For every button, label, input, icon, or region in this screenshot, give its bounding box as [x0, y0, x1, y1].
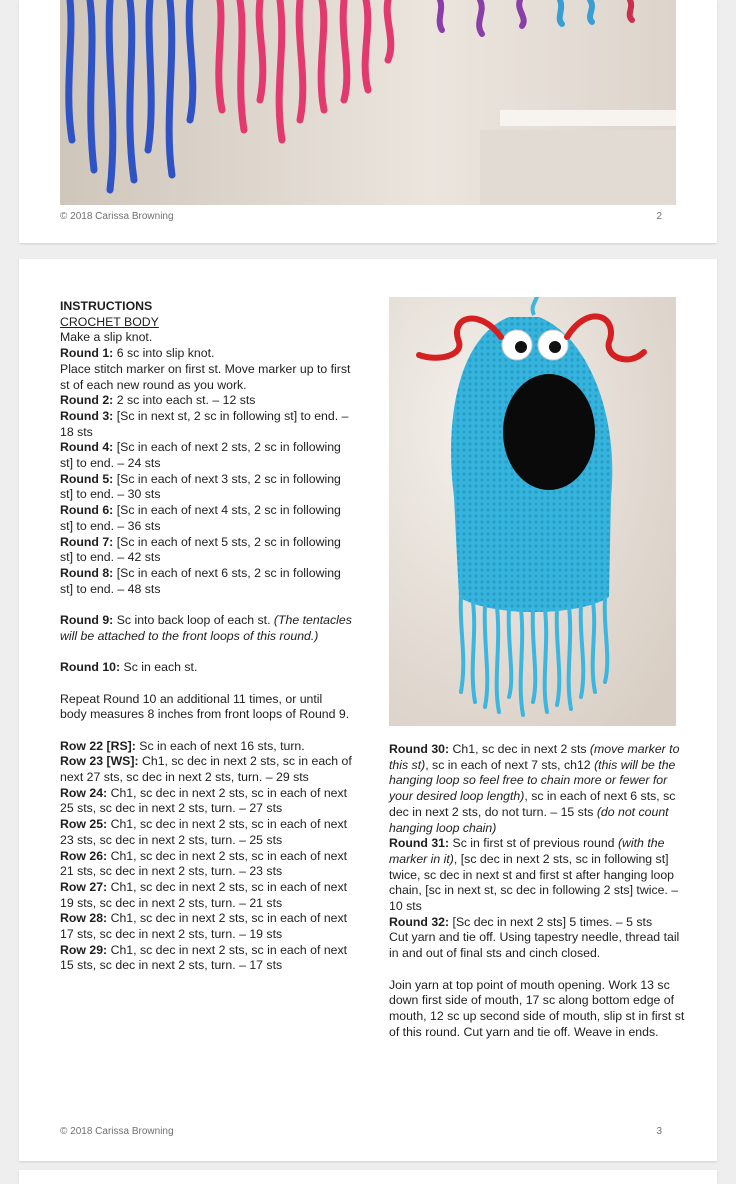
page-number: 2: [656, 211, 662, 222]
instructions-heading: INSTRUCTIONS: [60, 299, 153, 313]
finish-text: Cut yarn and tie off. Using tapestry needle, thread tail in and out of final sts and cinch closed.: [389, 930, 680, 961]
copyright: © 2018 Carissa Browning: [60, 211, 174, 222]
row-24: Row 24: Ch1, sc dec in next 2 sts, sc in each of next 25 sts, sc dec in next 2 sts, turn. – 27 sts: [60, 785, 348, 816]
round-1: Round 1: 6 sc into slip knot.: [60, 346, 215, 361]
repeat-text: Repeat Round 10 an additional 11 times, or until body measures 8 inches from front loops of Round 9.: [60, 691, 350, 722]
page-2: [19, 0, 717, 243]
row-22: Row 22 [RS]: Sc in each of next 16 sts, turn.: [60, 738, 305, 753]
round-6: Round 6: [Sc in each of next 4 sts, 2 sc in following st] to end. – 36 sts: [60, 503, 341, 533]
yip-yip-photo: [389, 297, 676, 726]
row-29: Row 29: Ch1, sc dec in next 2 sts, sc in each of next 15 sts, sc dec in next 2 sts, turn. – 17 sts: [60, 942, 348, 973]
instructions-left-column: [60, 299, 352, 974]
mouth-text: Join yarn at top point of mouth opening. Work 13 sc down first side of mouth, 17 sc along bottom edge of mouth, 12 sc up second side of mouth, slip st in first st of this round. Cut yarn and tie off. Weave in ends.: [389, 977, 685, 1039]
round-7: Round 7: [Sc in each of next 5 sts, 2 sc in following st] to end. – 42 sts: [60, 534, 341, 565]
intro-text: Make a slip knot.: [60, 330, 153, 345]
page-3: [19, 259, 717, 1161]
round-32: Round 32: [Sc dec in next 2 sts] 5 times. – 5 sts: [389, 914, 653, 929]
tentacles-photo: [60, 0, 676, 205]
round-8: Round 8: [Sc in each of next 6 sts, 2 sc in following st] to end. – 48 sts: [60, 565, 341, 596]
row-27: Row 27: Ch1, sc dec in next 2 sts, sc in each of next 19 sts, sc dec in next 2 sts, turn. – 21 sts: [60, 879, 348, 910]
round-9: Round 9: Sc into back loop of each st. (The tentacles will be attached to the front loops of this round.): [60, 613, 352, 643]
instructions-right-column: [389, 742, 685, 1040]
copyright: © 2018 Carissa Browning: [60, 1126, 174, 1137]
round-3: Round 3: [Sc in next st, 2 sc in following st] to end. – 18 sts: [60, 408, 349, 439]
round-30: Round 30: Ch1, sc dec in next 2 sts (move marker to this st), sc in each of next 7 sts, ch12 (this will be the hanging loop so feel free to chain more or fewer for your desired loop length), sc in each of next 6 sts, sc dec in next 2 sts, do not turn. – 15 sts (do not count hanging loop chain): [389, 742, 680, 835]
stitch-marker-note: Place stitch marker on first st. Move marker up to first st of each new round as you work.: [60, 361, 351, 392]
round-2: Round 2: 2 sc into each st. – 12 sts: [60, 393, 256, 408]
row-25: Row 25: Ch1, sc dec in next 2 sts, sc in each of next 23 sts, sc dec in next 2 sts, turn. – 25 sts: [60, 817, 348, 847]
crochet-body-subheading: CROCHET BODY: [60, 314, 159, 329]
row-26: Row 26: Ch1, sc dec in next 2 sts, sc in each of next 21 sts, sc dec in next 2 sts, turn. – 23 sts: [60, 848, 348, 879]
round-31: Round 31: Sc in first st of previous round (with the marker in it), [sc dec in next 2 sts, sc in following st] twice, sc dec in next st and first st after hanging loop chain, [sc in next st, sc dec in following 2 sts] twice. – 10 sts: [389, 836, 679, 914]
page-4-edge: [19, 1170, 717, 1184]
row-28: Row 28: Ch1, sc dec in next 2 sts, sc in each of next 17 sts, sc dec in next 2 sts, turn. – 19 sts: [60, 911, 348, 942]
round-10: Round 10: Sc in each st.: [60, 660, 198, 675]
round-4: Round 4: [Sc in each of next 2 sts, 2 sc in following st] to end. – 24 sts: [60, 440, 341, 471]
page-number: 3: [656, 1126, 662, 1137]
round-5: Round 5: [Sc in each of next 3 sts, 2 sc in following st] to end. – 30 sts: [60, 471, 341, 502]
row-23: Row 23 [WS]: Ch1, sc dec in next 2 sts, sc in each of next 27 sts, sc dec in next 2 sts, turn. – 29 sts: [60, 754, 352, 785]
